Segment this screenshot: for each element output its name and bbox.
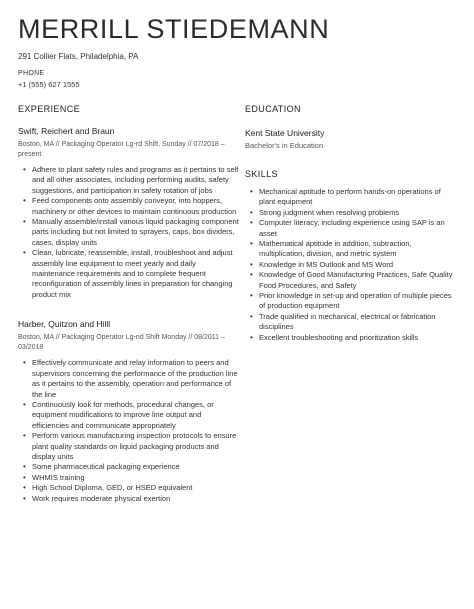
- job-meta: Boston, MA // Packaging Operator Lg-rd Shift, Sunday // 07/2018 – present: [18, 141, 225, 158]
- experience-heading: EXPERIENCE: [18, 104, 81, 114]
- job-bullet: • Continuously look for methods, procedural changes, or equipment modifications to improve line output and efficiencies and communicate appropriately: [32, 400, 240, 431]
- job-company: Harber, Quitzon and Hilll: [18, 319, 111, 330]
- job-entry: [18, 318, 240, 504]
- skill-item: • Mathematical aptitude in addition, subtraction, multiplication, division, and metric system: [259, 239, 457, 260]
- phone-label: PHONE: [18, 70, 45, 77]
- job-bullet: • Feed components onto assembly conveyor, into hoppers, machinery or other devices to maintain continuous production: [32, 196, 240, 217]
- skill-item: • Excellent troubleshooting and prioritization skills: [259, 333, 457, 343]
- experience-section: [18, 125, 240, 504]
- education-school: Kent State University: [245, 128, 325, 138]
- job-bullet: • Perform various manufacturing inspection protocols to ensure plant quality standards on liquid packaging products and display units: [32, 431, 240, 462]
- skill-item: • Strong judgment when resolving problems: [259, 208, 457, 218]
- candidate-name: MERRILL STIEDEMANN: [18, 14, 330, 44]
- job-company: Swift, Reichert and Braun: [18, 126, 115, 136]
- education-section: [245, 127, 457, 151]
- job-bullets: [18, 358, 240, 504]
- education-degree: Bachelor's in Education: [245, 141, 324, 150]
- skills-heading: SKILLS: [245, 169, 278, 179]
- job-bullet: • WHMIS training: [32, 473, 240, 483]
- skills-section: [245, 187, 457, 343]
- job-bullet: • Manually assemble/install various liquid packaging component parts including but not limited to sprayers, caps, box dividers, cases, display units: [32, 217, 240, 248]
- job-bullet: • Adhere to plant safety rules and programs as it pertains to self and all other associates, including performing audits, safety suggestions, and participation in safety rotation of jobs: [32, 165, 240, 196]
- skill-item: • Mechanical aptitude to perform hands-on operations of plant equipment: [259, 187, 457, 208]
- job-bullet: • Clean, lubricate, reassemble, install, troubleshoot and adjust assembly line equipment to meet yearly and daily maintenance requirements and to complete frequent reconfiguration of assembly lines in preparation for changing product mix: [32, 248, 240, 300]
- phone-number: +1 (555) 627 1555: [18, 80, 80, 89]
- education-heading: EDUCATION: [245, 104, 301, 114]
- skill-item: • Trade qualified in mechanical, electrical or fabrication disciplines: [259, 312, 457, 333]
- skill-item: • Knowledge in MS Outlook and MS Word: [259, 260, 457, 270]
- skill-item: • Knowledge of Good Manufacturing Practices, Safe Quality Food Procedures, and Safety: [259, 270, 457, 291]
- job-meta: Boston, MA // Packaging Operator Lg-nd Shift Monday // 08/2011 – 03/2018: [18, 334, 225, 352]
- address: 291 Collier Flats, Philadelphia, PA: [18, 52, 139, 61]
- job-entry: [18, 125, 240, 300]
- skills-list: [245, 187, 457, 343]
- skill-item: • Computer literacy, including experience using SAP is an asset: [259, 218, 457, 239]
- job-bullets: [18, 165, 240, 300]
- job-bullet: • High School Diploma, GED, or HSED equivalent: [32, 483, 240, 493]
- job-bullet: • Work requires moderate physical exertion: [32, 494, 240, 504]
- job-bullet: • Effectively communicate and relay information to peers and supervisors concerning the performance of the production line as it pertains to the assembly, operation and performance of the line: [32, 358, 240, 400]
- job-bullet: • Some pharmaceutical packaging experience: [32, 462, 240, 472]
- skill-item: • Prior knowledge in set-up and operation of multiple pieces of production equipment: [259, 291, 457, 312]
